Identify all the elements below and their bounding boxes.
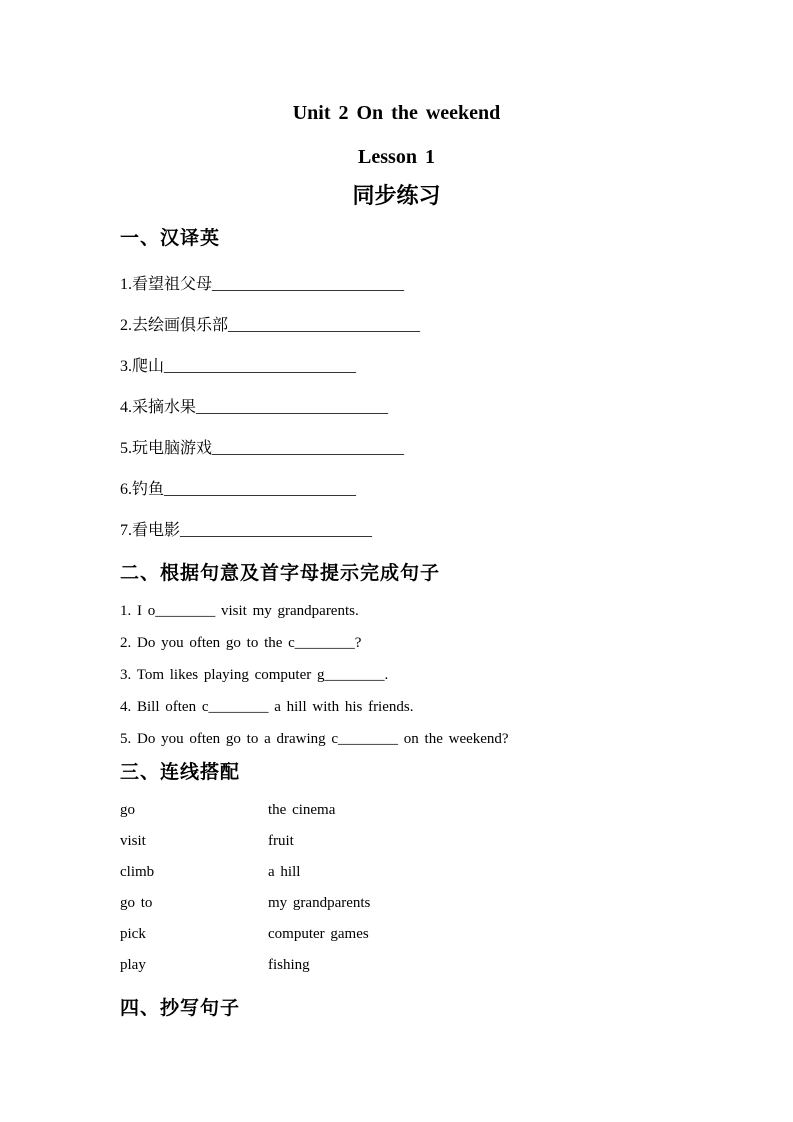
match-right-item-4: my grandparents xyxy=(268,895,371,911)
sentence-item-4: 4. Bill often c________ a hill with his friends. xyxy=(120,699,414,715)
section-complete-sentences xyxy=(120,564,673,749)
match-left-item-1: go xyxy=(120,802,135,818)
match-right-item-3: a hill xyxy=(268,864,301,880)
match-row-4 xyxy=(120,894,673,913)
match-left-item-2: visit xyxy=(120,833,146,849)
match-left-item-3: climb xyxy=(120,864,155,880)
match-row-5 xyxy=(120,925,673,944)
match-row-3 xyxy=(120,863,673,882)
exercise-subtitle: 同步练习 xyxy=(352,183,441,208)
sentence-item-1: 1. I o________ visit my grandparents. xyxy=(120,603,359,619)
lesson-title: Lesson 1 xyxy=(358,146,435,168)
section-copy-sentences xyxy=(120,999,673,1019)
match-right-item-5: computer games xyxy=(268,926,369,942)
section-2-heading: 二、根据句意及首字母提示完成句子 xyxy=(120,563,441,584)
translation-item-4: 4.采摘水果________________________ xyxy=(120,399,389,416)
match-right-item-6: fishing xyxy=(268,957,310,973)
section-translation xyxy=(120,229,673,540)
match-right-item-2: fruit xyxy=(268,833,294,849)
document-title: Unit 2 On the weekend xyxy=(292,102,501,124)
translation-item-1: 1.看望祖父母________________________ xyxy=(120,276,405,293)
match-left-item-6: play xyxy=(120,957,146,973)
translation-item-5: 5.玩电脑游戏________________________ xyxy=(120,440,405,457)
translation-item-7: 7.看电影________________________ xyxy=(120,522,373,539)
match-right-item-1: the cinema xyxy=(268,802,336,818)
match-left-item-4: go to xyxy=(120,895,153,911)
translation-item-3: 3.爬山________________________ xyxy=(120,358,357,375)
translation-item-6: 6.钓鱼________________________ xyxy=(120,481,357,498)
section-4-heading: 四、抄写句子 xyxy=(120,998,241,1019)
match-left-item-5: pick xyxy=(120,926,146,942)
sentence-item-3: 3. Tom likes playing computer g________. xyxy=(120,667,389,683)
sentence-item-2: 2. Do you often go to the c________? xyxy=(120,635,362,651)
section-1-heading: 一、汉译英 xyxy=(120,228,221,249)
sentence-item-5: 5. Do you often go to a drawing c________ on the weekend? xyxy=(120,731,509,747)
section-matching xyxy=(120,763,673,975)
section-3-heading: 三、连线搭配 xyxy=(120,762,241,783)
match-row-6 xyxy=(120,956,673,975)
match-row-2 xyxy=(120,832,673,851)
match-row-1 xyxy=(120,801,673,820)
translation-item-2: 2.去绘画俱乐部________________________ xyxy=(120,317,421,334)
